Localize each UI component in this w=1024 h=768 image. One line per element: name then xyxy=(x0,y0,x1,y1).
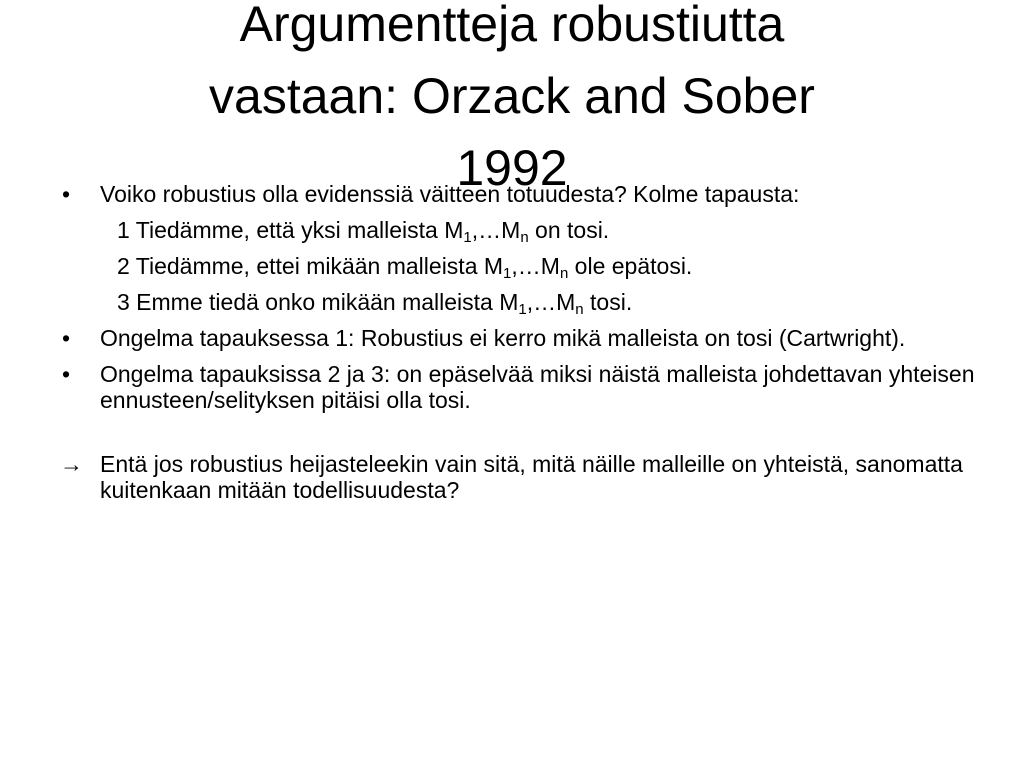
case-2-mid: ,…M xyxy=(511,253,560,279)
case-1-pre: 1 Tiedämme, että yksi malleista M xyxy=(117,217,464,243)
conclusion-text: Entä jos robustius heijasteleekin vain sitä, mitä näille malleille on yhteistä, sanomatta kuitenkaan mitään todellisuudesta? xyxy=(100,451,963,503)
case-3-mid: ,…M xyxy=(526,289,576,315)
bullet-text: Ongelma tapauksissa 2 ja 3: on epäselvää miksi näistä malleista johdettavan yhteisen ennusteen/selityksen pitäisi olla tosi. xyxy=(100,361,975,413)
case-1-sub-1: 1 xyxy=(463,229,472,246)
bullet-problem-cases-2-3 xyxy=(60,361,980,413)
bullet-problem-case-1 xyxy=(60,325,980,351)
slide-body xyxy=(60,181,980,503)
bullet-dot: • xyxy=(62,181,71,207)
bullet-text: Ongelma tapauksessa 1: Robustius ei kerro mikä malleista on tosi (Cartwright). xyxy=(100,325,906,351)
case-1-post: on tosi. xyxy=(528,217,610,243)
case-2 xyxy=(60,253,980,282)
title-line-2: vastaan: Orzack and Sober xyxy=(209,68,815,124)
case-3-post: tosi. xyxy=(583,289,633,315)
bullet-dot: • xyxy=(62,325,71,351)
case-1-mid: ,…M xyxy=(471,217,521,243)
case-2-pre: 2 Tiedämme, ettei mikään malleista M xyxy=(117,253,504,279)
case-1-sub-n: n xyxy=(520,229,529,246)
case-2-post: ole epätosi. xyxy=(568,253,693,279)
bullet-robustness-evidence xyxy=(60,181,980,207)
title-line-1: Argumentteja robustiutta xyxy=(239,0,785,52)
conclusion-paragraph xyxy=(60,451,980,503)
case-3 xyxy=(60,289,980,318)
arrow-right-icon: → xyxy=(60,451,83,477)
slide-title xyxy=(0,0,1024,204)
spacer xyxy=(60,423,980,451)
bullet-text: Voiko robustius olla evidenssiä väitteen totuudesta? Kolme tapausta: xyxy=(100,181,800,207)
bullet-dot: • xyxy=(62,361,71,387)
case-1 xyxy=(60,217,980,246)
case-3-sub-n: n xyxy=(575,301,584,318)
title-line-3: 1992 xyxy=(456,140,568,196)
case-2-sub-n: n xyxy=(559,265,569,282)
case-3-pre: 3 Emme tiedä onko mikään malleista M xyxy=(117,289,519,315)
case-3-sub-1: 1 xyxy=(518,301,527,318)
case-2-sub-1: 1 xyxy=(503,265,512,282)
